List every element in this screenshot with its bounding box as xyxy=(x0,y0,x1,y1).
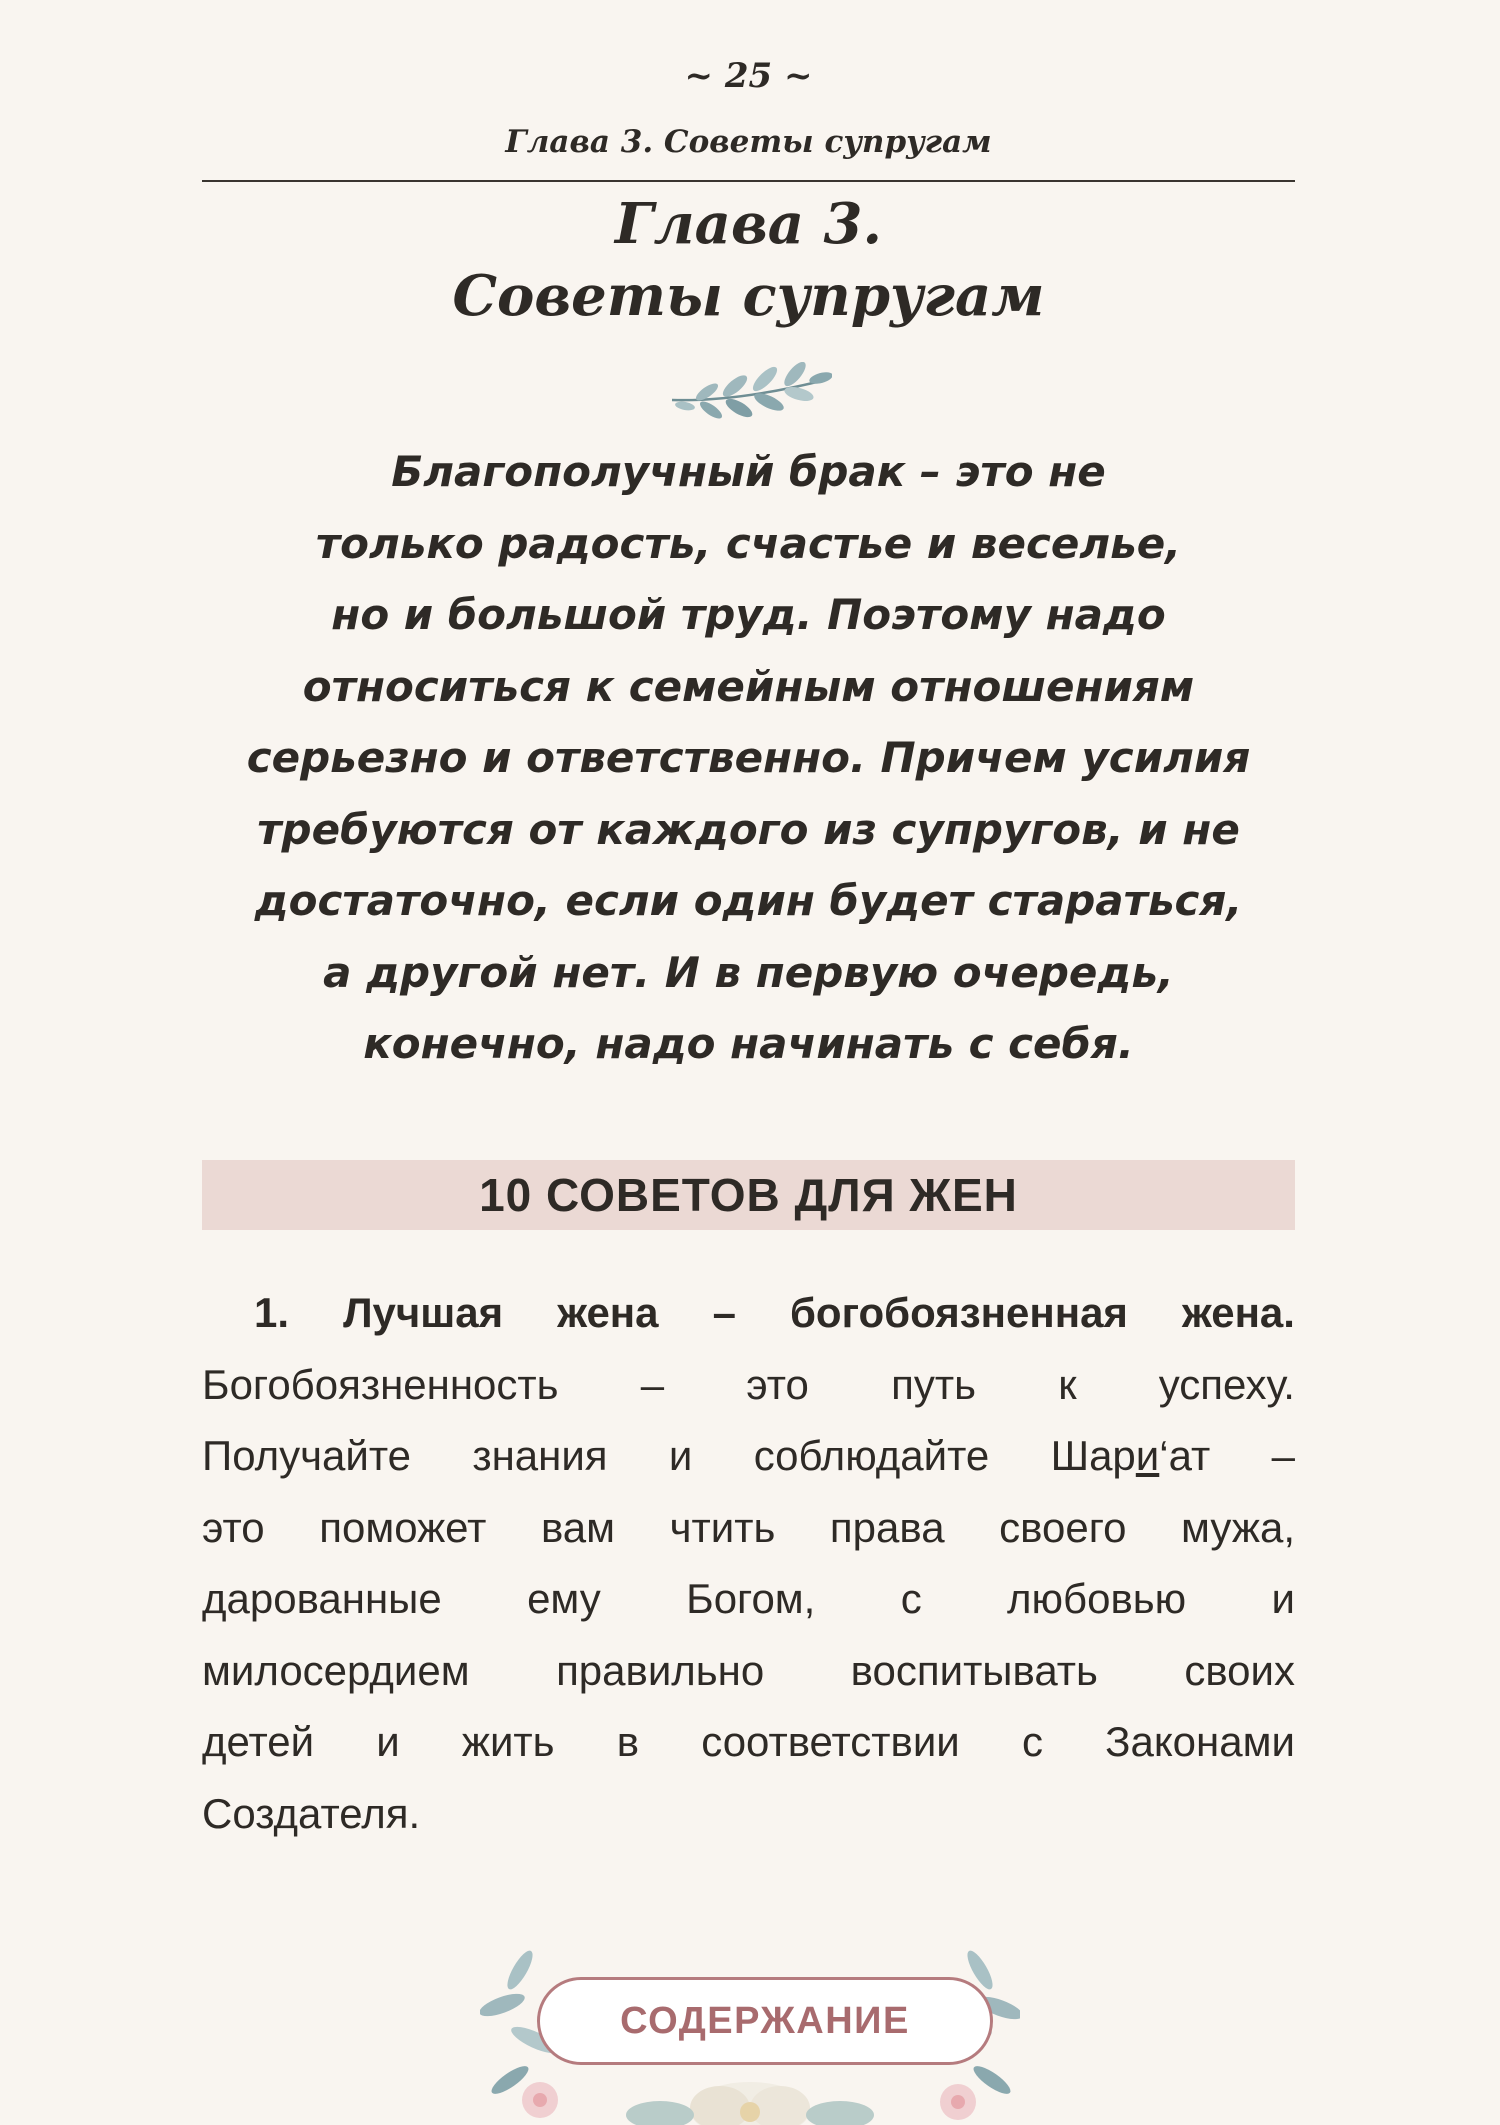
advice-word: детей xyxy=(202,1718,315,1765)
advice-word: Получайте xyxy=(202,1432,411,1479)
sharia-stressed-letter: и xyxy=(1135,1432,1160,1479)
intro-line: только радость, счастье и веселье, xyxy=(315,518,1182,568)
advice-word: соответствии xyxy=(701,1718,960,1765)
advice-word: милосердием xyxy=(202,1646,470,1694)
advice-word: к xyxy=(1058,1360,1077,1408)
advice-word: соблюдайте xyxy=(753,1432,990,1479)
advice-word: жить xyxy=(461,1718,555,1765)
sharia-part: Шар xyxy=(1050,1432,1136,1479)
advice-word: жена xyxy=(557,1289,659,1336)
advice-word: это xyxy=(202,1503,265,1551)
chapter-title-line-1: Глава 3. xyxy=(615,191,882,257)
advice-word: 1. xyxy=(254,1289,290,1336)
advice-text-line xyxy=(202,1706,1295,1778)
advice-word: своих xyxy=(1184,1646,1295,1694)
chapter-title xyxy=(202,188,1295,332)
advice-word: вам xyxy=(540,1503,616,1551)
intro-paragraph xyxy=(202,436,1295,1080)
advice-word: Лучшая xyxy=(343,1289,504,1336)
advice-word: чтить xyxy=(669,1503,776,1551)
advice-word: ему xyxy=(527,1575,601,1622)
advice-word: – xyxy=(712,1289,736,1336)
advice-text-line xyxy=(202,1492,1295,1564)
advice-text-line xyxy=(202,1635,1295,1707)
advice-word: права xyxy=(829,1503,945,1551)
advice-word: – xyxy=(640,1360,665,1408)
advice-text-line xyxy=(202,1349,1295,1421)
advice-word: мужа, xyxy=(1181,1503,1295,1551)
page-number: ~ 25 ~ xyxy=(684,56,813,96)
intro-line: требуются от каждого из супругов, и не xyxy=(257,804,1240,854)
section-heading-banner: 10 СОВЕТОВ ДЛЯ ЖЕН xyxy=(202,1160,1295,1230)
advice-word: в xyxy=(616,1718,640,1765)
intro-line: конечно, надо начинать с себя. xyxy=(363,1019,1134,1068)
advice-word: дарованные xyxy=(202,1575,442,1622)
advice-word: и xyxy=(1271,1575,1295,1622)
advice-word: с xyxy=(900,1575,922,1622)
advice-word: богобоязненная xyxy=(789,1289,1128,1336)
advice-word: это xyxy=(746,1360,809,1408)
leaf-branch-icon xyxy=(667,362,832,422)
advice-word: знания xyxy=(472,1432,608,1479)
advice-word: правильно xyxy=(556,1646,765,1694)
header-divider xyxy=(202,180,1295,182)
advice-word: – xyxy=(1271,1432,1295,1479)
running-header: Глава 3. Советы супругам xyxy=(505,124,992,160)
intro-line: достаточно, если один будет стараться, xyxy=(254,876,1243,925)
advice-text-line xyxy=(202,1420,1295,1492)
advice-word: и xyxy=(376,1718,400,1765)
intro-line: Благополучный брак – это не xyxy=(391,447,1106,496)
advice-word: Богом, xyxy=(686,1575,816,1622)
advice-text-line xyxy=(202,1563,1295,1635)
advice-word: Законами xyxy=(1105,1718,1295,1765)
advice-word: путь xyxy=(891,1360,976,1408)
advice-word: с xyxy=(1021,1718,1043,1765)
advice-item-1 xyxy=(202,1277,1295,1849)
advice-word: воспитывать xyxy=(850,1646,1098,1694)
advice-word: любовью xyxy=(1007,1575,1187,1622)
intro-line: но и большой труд. Поэтому надо xyxy=(331,590,1166,639)
intro-line: относиться к семейным отношениям xyxy=(302,661,1195,711)
intro-line: серьезно и ответственно. Причем усилия xyxy=(246,733,1251,782)
sharia-word xyxy=(1051,1420,1211,1492)
advice-word: успеху. xyxy=(1158,1360,1295,1408)
contents-button[interactable]: СОДЕРЖАНИЕ xyxy=(537,1977,993,2065)
advice-word: поможет xyxy=(319,1503,487,1551)
advice-word: Богобоязненность xyxy=(202,1360,559,1408)
advice-word: и xyxy=(668,1432,693,1479)
intro-line: а другой нет. И в первую очередь, xyxy=(323,947,1174,997)
advice-word: жена. xyxy=(1181,1289,1295,1336)
sharia-part: ‘ат xyxy=(1159,1432,1211,1479)
advice-word: своего xyxy=(999,1503,1127,1551)
chapter-title-line-2: Советы супругам xyxy=(452,263,1045,329)
advice-heading-line xyxy=(202,1277,1295,1349)
advice-text-line xyxy=(202,1778,1295,1850)
advice-word: Создателя. xyxy=(202,1789,421,1837)
